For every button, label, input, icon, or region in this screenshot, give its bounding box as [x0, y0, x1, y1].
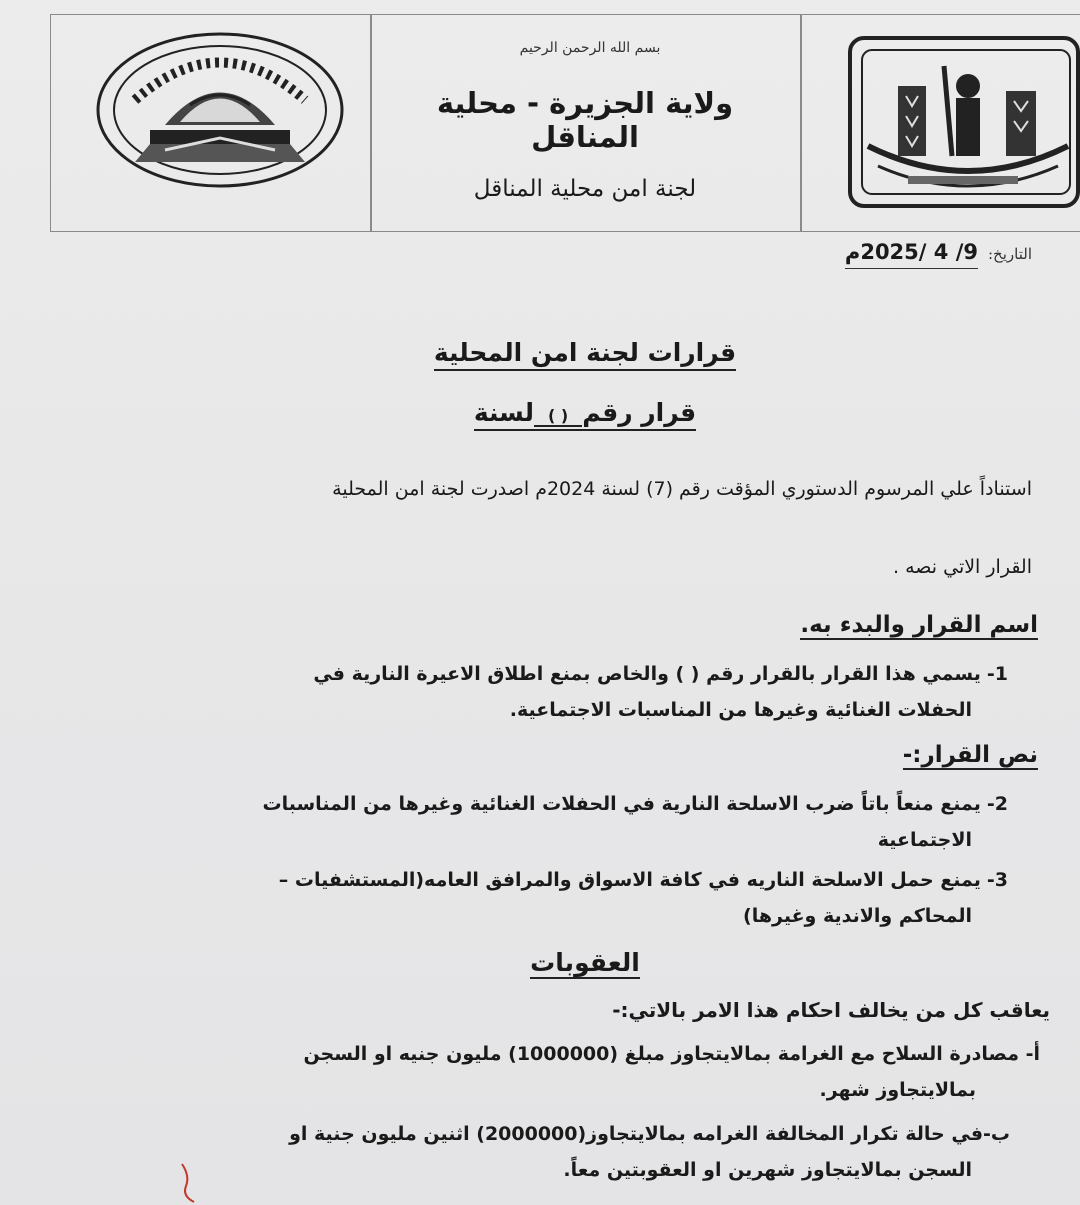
date-label: التاريخ: — [988, 245, 1032, 263]
decision-number-line — [0, 398, 1080, 427]
penalties-intro: يعاقب كل من يخالف احكام هذا الامر بالاتي:- — [612, 998, 1050, 1022]
item-number: 1- — [986, 663, 1008, 685]
list-item — [279, 862, 1008, 934]
state-emblem-icon — [848, 36, 1080, 208]
letterhead-divider — [800, 14, 802, 232]
decision-label: قرار رقم — [582, 398, 696, 431]
item-text: يمنع منعاً باتاً ضرب الاسلحة النارية في الحفلات الغنائية وغيرها من المناسبات — [262, 793, 981, 815]
item-text: الاجتماعية — [877, 829, 972, 851]
section-heading-text: نص القرار:- — [902, 742, 1038, 768]
preamble-line-2: القرار الاتي نصه . — [893, 556, 1032, 578]
list-item — [263, 786, 1008, 858]
date-value: 9/ 4 /2025م — [845, 240, 978, 269]
item-number: 2- — [986, 793, 1008, 815]
section-heading-name: اسم القرار والبدء به. — [800, 612, 1038, 638]
item-number: ب- — [983, 1123, 1010, 1145]
item-text: مصادرة السلاح مع الغرامة بمالايتجاوز مبلغ (1000000) مليون جنيه او السجن — [303, 1043, 1019, 1065]
year-label: لسنة — [474, 398, 534, 431]
item-text: في حالة تكرار المخالفة الغرامه بمالايتجاوز(2000000) اثنين مليون جنية او — [289, 1123, 984, 1145]
decision-number-blank: ( ) — [534, 406, 582, 427]
main-title: قرارات لجنة امن المحلية — [0, 338, 1080, 367]
preamble-line-1: استناداً علي المرسوم الدستوري المؤقت رقم (7) لسنة 2024م اصدرت لجنة امن المحلية — [332, 478, 1032, 500]
list-item — [289, 1116, 1010, 1188]
committee-name: لجنة امن محلية المناقل — [473, 176, 697, 202]
item-text: المحاكم والاندية وغيرها) — [743, 905, 972, 927]
item-number: 3- — [986, 869, 1008, 891]
item-text: يسمي هذا القرار بالقرار رقم ( ) والخاص بمنع اطلاق الاعيرة النارية في — [313, 663, 981, 685]
letterhead-divider — [370, 14, 372, 232]
item-text: يمنع حمل الاسلحة الناريه في كافة الاسواق والمرافق العامه(المستشفيات – — [278, 869, 981, 891]
penalties-title: العقوبات — [530, 948, 640, 977]
list-item — [303, 1036, 1040, 1108]
basmala: بسم الله الرحمن الرحيم — [519, 40, 661, 56]
date-row — [845, 240, 1032, 269]
item-text: السجن بمالايتجاوز شهرين او العقوبتين معاً. — [563, 1159, 972, 1181]
list-item — [313, 656, 1008, 728]
item-text: بمالايتجاوز شهر. — [819, 1079, 976, 1101]
locality-emblem-icon — [95, 30, 345, 190]
handwritten-mark-icon — [176, 1160, 206, 1205]
item-text: الحفلات الغنائية وغيرها من المناسبات الاجتماعية. — [509, 699, 972, 721]
item-number: أ- — [1025, 1043, 1040, 1065]
state-locality-title: ولاية الجزيرة - محلية المناقل — [436, 86, 734, 154]
